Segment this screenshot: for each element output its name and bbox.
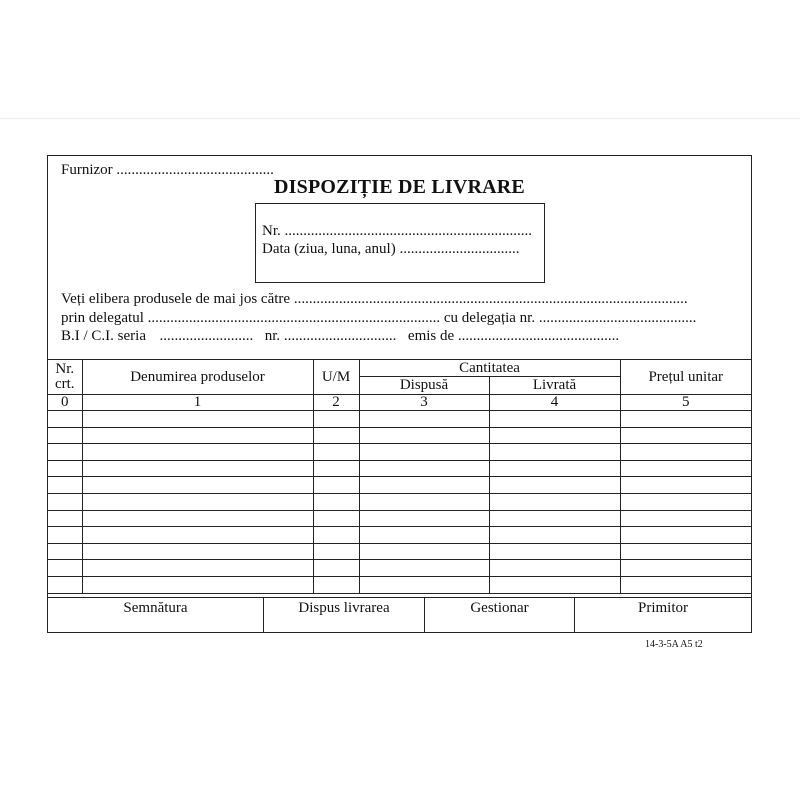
- table-cell[interactable]: [48, 576, 82, 593]
- table-row: [48, 527, 751, 544]
- id-number-label: nr.: [264, 328, 281, 344]
- table-row: [48, 477, 751, 494]
- dispatch-approved-cell[interactable]: Dispus livrarea: [298, 600, 390, 616]
- table-cell[interactable]: [48, 411, 82, 428]
- table-row: [48, 427, 751, 444]
- col-ordered-header: Dispusă: [359, 377, 489, 395]
- table-cell[interactable]: [359, 411, 489, 428]
- number-date-box: [255, 203, 545, 283]
- furnizor-field[interactable]: Furnizor ..........................................: [61, 162, 274, 178]
- table-cell[interactable]: [313, 444, 359, 461]
- table-cell[interactable]: [359, 493, 489, 510]
- table-cell[interactable]: [48, 460, 82, 477]
- table-cell[interactable]: [620, 543, 751, 560]
- table-row: [48, 444, 751, 461]
- issued-by-label: emis de: [407, 328, 455, 344]
- table-row: [48, 543, 751, 560]
- table-cell[interactable]: [359, 560, 489, 577]
- table-row: [48, 411, 751, 428]
- form-title: DISPOZIȚIE DE LIVRARE: [274, 176, 525, 198]
- table-cell[interactable]: [489, 527, 620, 544]
- table-cell[interactable]: [620, 444, 751, 461]
- table-cell[interactable]: [82, 543, 313, 560]
- table-cell[interactable]: [489, 411, 620, 428]
- signature-cell[interactable]: Semnătura: [123, 600, 188, 616]
- table-cell[interactable]: [620, 527, 751, 544]
- table-cell[interactable]: [82, 527, 313, 544]
- table-cell[interactable]: [313, 477, 359, 494]
- table-cell[interactable]: [359, 543, 489, 560]
- table-cell[interactable]: [313, 510, 359, 527]
- column-index-row: [48, 395, 751, 411]
- recipient-field[interactable]: Veți elibera produsele de mai jos către .........................................................................................................: [61, 291, 688, 307]
- table-cell[interactable]: [620, 411, 751, 428]
- table-cell[interactable]: [359, 527, 489, 544]
- table-cell[interactable]: [489, 460, 620, 477]
- table-cell[interactable]: [48, 527, 82, 544]
- table-cell[interactable]: [313, 560, 359, 577]
- table-cell[interactable]: [620, 477, 751, 494]
- table-cell[interactable]: [489, 427, 620, 444]
- table-cell[interactable]: [48, 444, 82, 461]
- table-cell[interactable]: [359, 460, 489, 477]
- table-row: [48, 510, 751, 527]
- table-cell[interactable]: [313, 527, 359, 544]
- delegate-field[interactable]: ..............................................................................: [147, 310, 441, 326]
- table-cell[interactable]: [620, 510, 751, 527]
- storekeeper-cell[interactable]: Gestionar: [470, 600, 529, 616]
- index-cell: 0: [48, 395, 82, 411]
- col-delivered-header: Livrată: [489, 377, 620, 395]
- table-cell[interactable]: [489, 543, 620, 560]
- table-cell[interactable]: [48, 493, 82, 510]
- table-cell[interactable]: [48, 510, 82, 527]
- table-cell[interactable]: [82, 493, 313, 510]
- table-cell[interactable]: [359, 477, 489, 494]
- col-unit-price-header: Prețul unitar: [620, 360, 751, 395]
- table-cell[interactable]: [620, 560, 751, 577]
- table-cell[interactable]: [313, 411, 359, 428]
- index-cell: 2: [313, 395, 359, 411]
- id-series-field[interactable]: .........................: [159, 328, 254, 344]
- col-nr-header: Nr. crt.: [48, 360, 82, 395]
- table-cell[interactable]: [82, 444, 313, 461]
- table-row: [48, 460, 751, 477]
- table-cell[interactable]: [82, 427, 313, 444]
- col-unit-header: U/M: [313, 360, 359, 395]
- products-table: [48, 359, 751, 594]
- col-product-name-header: Denumirea produselor: [82, 360, 313, 395]
- id-number-field[interactable]: ..............................: [283, 328, 397, 344]
- table-cell[interactable]: [359, 444, 489, 461]
- table-cell[interactable]: [359, 510, 489, 527]
- table-cell[interactable]: [313, 427, 359, 444]
- table-cell[interactable]: [489, 444, 620, 461]
- col-quantity-header: Cantitatea: [359, 360, 620, 377]
- table-cell[interactable]: [313, 460, 359, 477]
- page-separator-line: [0, 118, 800, 119]
- table-cell[interactable]: [313, 543, 359, 560]
- delegate-label: prin delegatul: [61, 310, 144, 326]
- delegation-field[interactable]: ..........................................: [538, 310, 697, 326]
- id-card-row: [61, 329, 619, 344]
- table-cell[interactable]: [82, 510, 313, 527]
- table-cell[interactable]: [489, 493, 620, 510]
- table-cell[interactable]: [313, 493, 359, 510]
- index-cell: 1: [82, 395, 313, 411]
- delegation-label: cu delegația nr.: [443, 310, 536, 326]
- table-cell[interactable]: [620, 460, 751, 477]
- table-cell[interactable]: [82, 460, 313, 477]
- table-cell[interactable]: [620, 576, 751, 593]
- issued-by-field[interactable]: ...........................................: [457, 328, 620, 344]
- index-cell: 5: [620, 395, 751, 411]
- table-cell[interactable]: [82, 477, 313, 494]
- table-cell[interactable]: [82, 411, 313, 428]
- table-row: [48, 576, 751, 593]
- table-cell[interactable]: [82, 576, 313, 593]
- table-cell[interactable]: [82, 560, 313, 577]
- table-cell[interactable]: [620, 427, 751, 444]
- index-cell: 3: [359, 395, 489, 411]
- id-series-label: B.I / C.I. seria: [61, 328, 146, 344]
- table-cell[interactable]: [359, 576, 489, 593]
- delegate-row: [61, 311, 696, 326]
- table-cell[interactable]: [489, 576, 620, 593]
- table-cell[interactable]: [313, 576, 359, 593]
- table-cell[interactable]: [359, 427, 489, 444]
- table-cell[interactable]: [489, 560, 620, 577]
- table-cell[interactable]: [620, 493, 751, 510]
- table-cell[interactable]: [48, 560, 82, 577]
- index-cell: 4: [489, 395, 620, 411]
- nr-field[interactable]: Nr. ..................................................................: [262, 223, 532, 239]
- table-cell[interactable]: [48, 477, 82, 494]
- table-cell[interactable]: [489, 510, 620, 527]
- signatures-row: [48, 597, 751, 632]
- receiver-cell[interactable]: Primitor: [637, 600, 688, 616]
- delivery-order-form: [47, 155, 752, 633]
- table-row: [48, 493, 751, 510]
- table-cell[interactable]: [489, 477, 620, 494]
- date-field[interactable]: Data (ziua, luna, anul) ................................: [262, 241, 520, 257]
- table-cell[interactable]: [48, 543, 82, 560]
- table-row: [48, 560, 751, 577]
- form-code: 14-3-5A A5 t2: [645, 639, 703, 650]
- table-cell[interactable]: [48, 427, 82, 444]
